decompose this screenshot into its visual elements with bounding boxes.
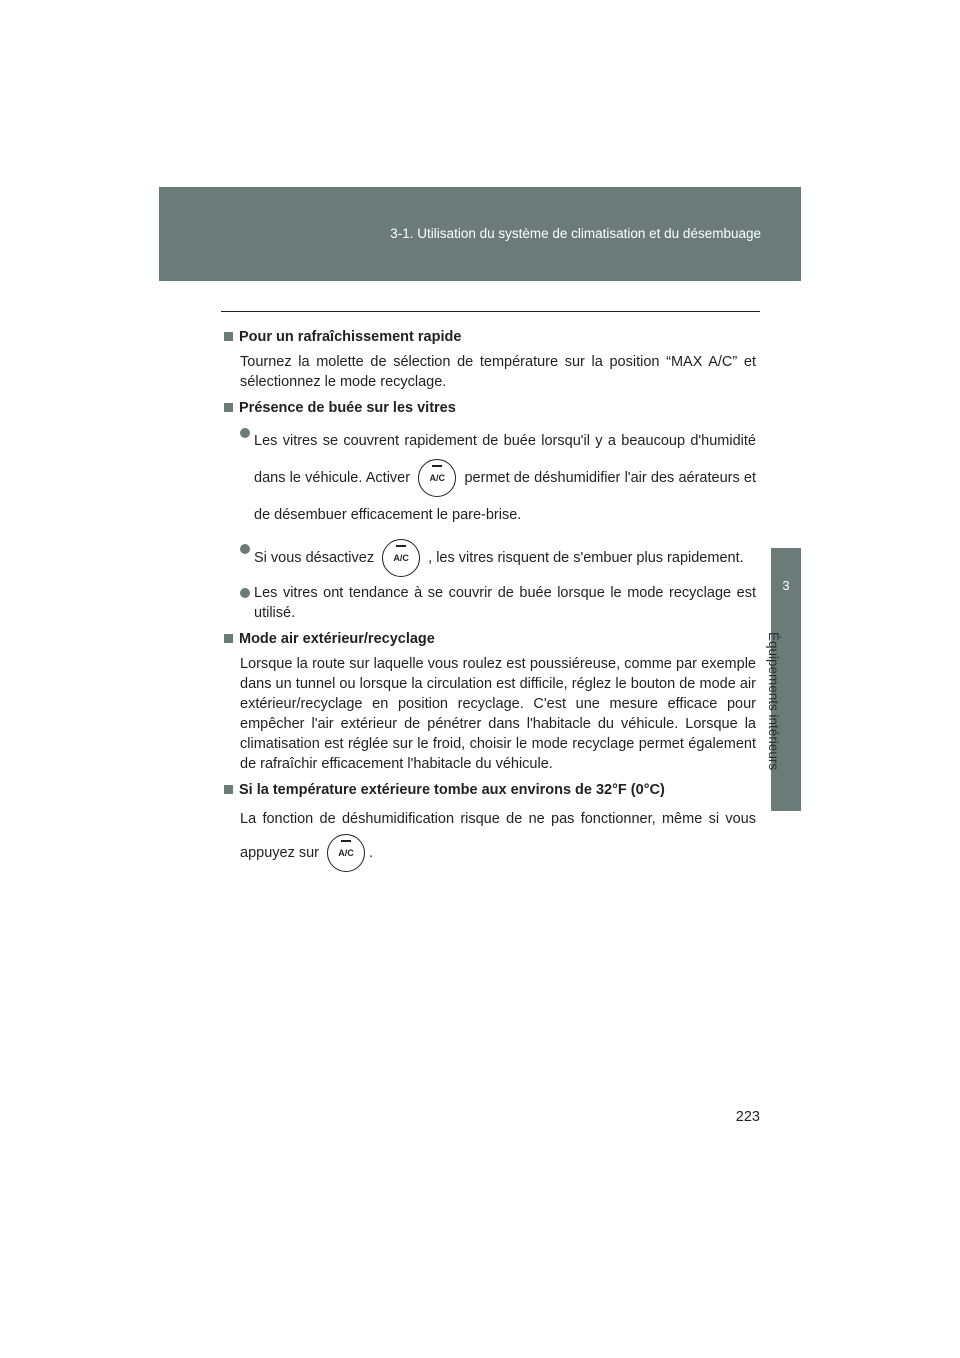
header-band (159, 187, 801, 281)
heading-text: Mode air extérieur/recyclage (239, 631, 435, 647)
text-after: . (369, 844, 374, 861)
round-bullet-icon (240, 428, 250, 438)
heading-text: Si la température extérieure tombe aux environs de 32°F (0°C) (239, 782, 665, 798)
heading-text: Présence de buée sur les vitres (239, 400, 456, 416)
ac-button-icon: A/C (382, 539, 420, 577)
bullet-text-after: permet de déshumidifier l'air des aérateurs et de désembuer efficacement le pare-brise. (254, 469, 757, 523)
bullet-text-before: Les vitres se couvrent rapidement de buée lorsqu'il y a beaucoup d'humidité dans le véhicule. Activer (254, 433, 756, 486)
header-rule (221, 311, 760, 312)
chapter-number: 3 (782, 578, 790, 593)
bullet-item (240, 423, 756, 533)
section-text: Lorsque la route sur laquelle vous roulez est poussiéreuse, comme par exemple dans un tunnel ou lorsque la circulation est difficile, réglez le bouton de mode air extérieur/recyclage en position recyclage. C'est une mesure efficace pour empêcher l'air extérieur de pénétrer dans l'habitacle du véhicule. Lorsque la climatisation est réglée sur le froid, choisir le mode recyclage permet également de rafraîchir efficacement l'habitacle du véhicule. (240, 656, 756, 772)
heading-text: Pour un rafraîchissement rapide (239, 329, 462, 345)
square-bullet-icon (224, 785, 233, 794)
chapter-label: Équipements intérieurs (766, 632, 781, 771)
bullet-item (240, 583, 756, 623)
page-number: 223 (735, 1109, 760, 1125)
section-heading (221, 398, 756, 418)
square-bullet-icon (224, 634, 233, 643)
ac-button-icon: A/C (418, 459, 456, 497)
round-bullet-icon (240, 544, 250, 554)
text-before: La fonction de déshumidification risque de ne pas fonctionner, même si vous appuyez sur (240, 811, 756, 861)
section-heading (221, 327, 756, 347)
bullet-text-before: Si vous désactivez (254, 549, 375, 566)
section-text (240, 805, 756, 872)
bullet-text: Les vitres ont tendance à se couvrir de buée lorsque le mode recyclage est utilisé. (254, 585, 756, 621)
round-bullet-icon (240, 588, 250, 598)
square-bullet-icon (224, 403, 233, 412)
section-heading (221, 780, 756, 800)
section-heading (221, 629, 756, 649)
section-text: Tournez la molette de sélection de température sur la position “MAX A/C” et sélectionnez le mode recyclage. (240, 354, 756, 390)
bullet-item (240, 539, 756, 577)
bullet-text-after: , les vitres risquent de s'embuer plus rapidement. (428, 549, 744, 566)
ac-button-icon: A/C (327, 834, 365, 872)
section-title: 3-1. Utilisation du système de climatisation et du désembuage (390, 226, 761, 241)
square-bullet-icon (224, 332, 233, 341)
page-content (221, 327, 756, 878)
